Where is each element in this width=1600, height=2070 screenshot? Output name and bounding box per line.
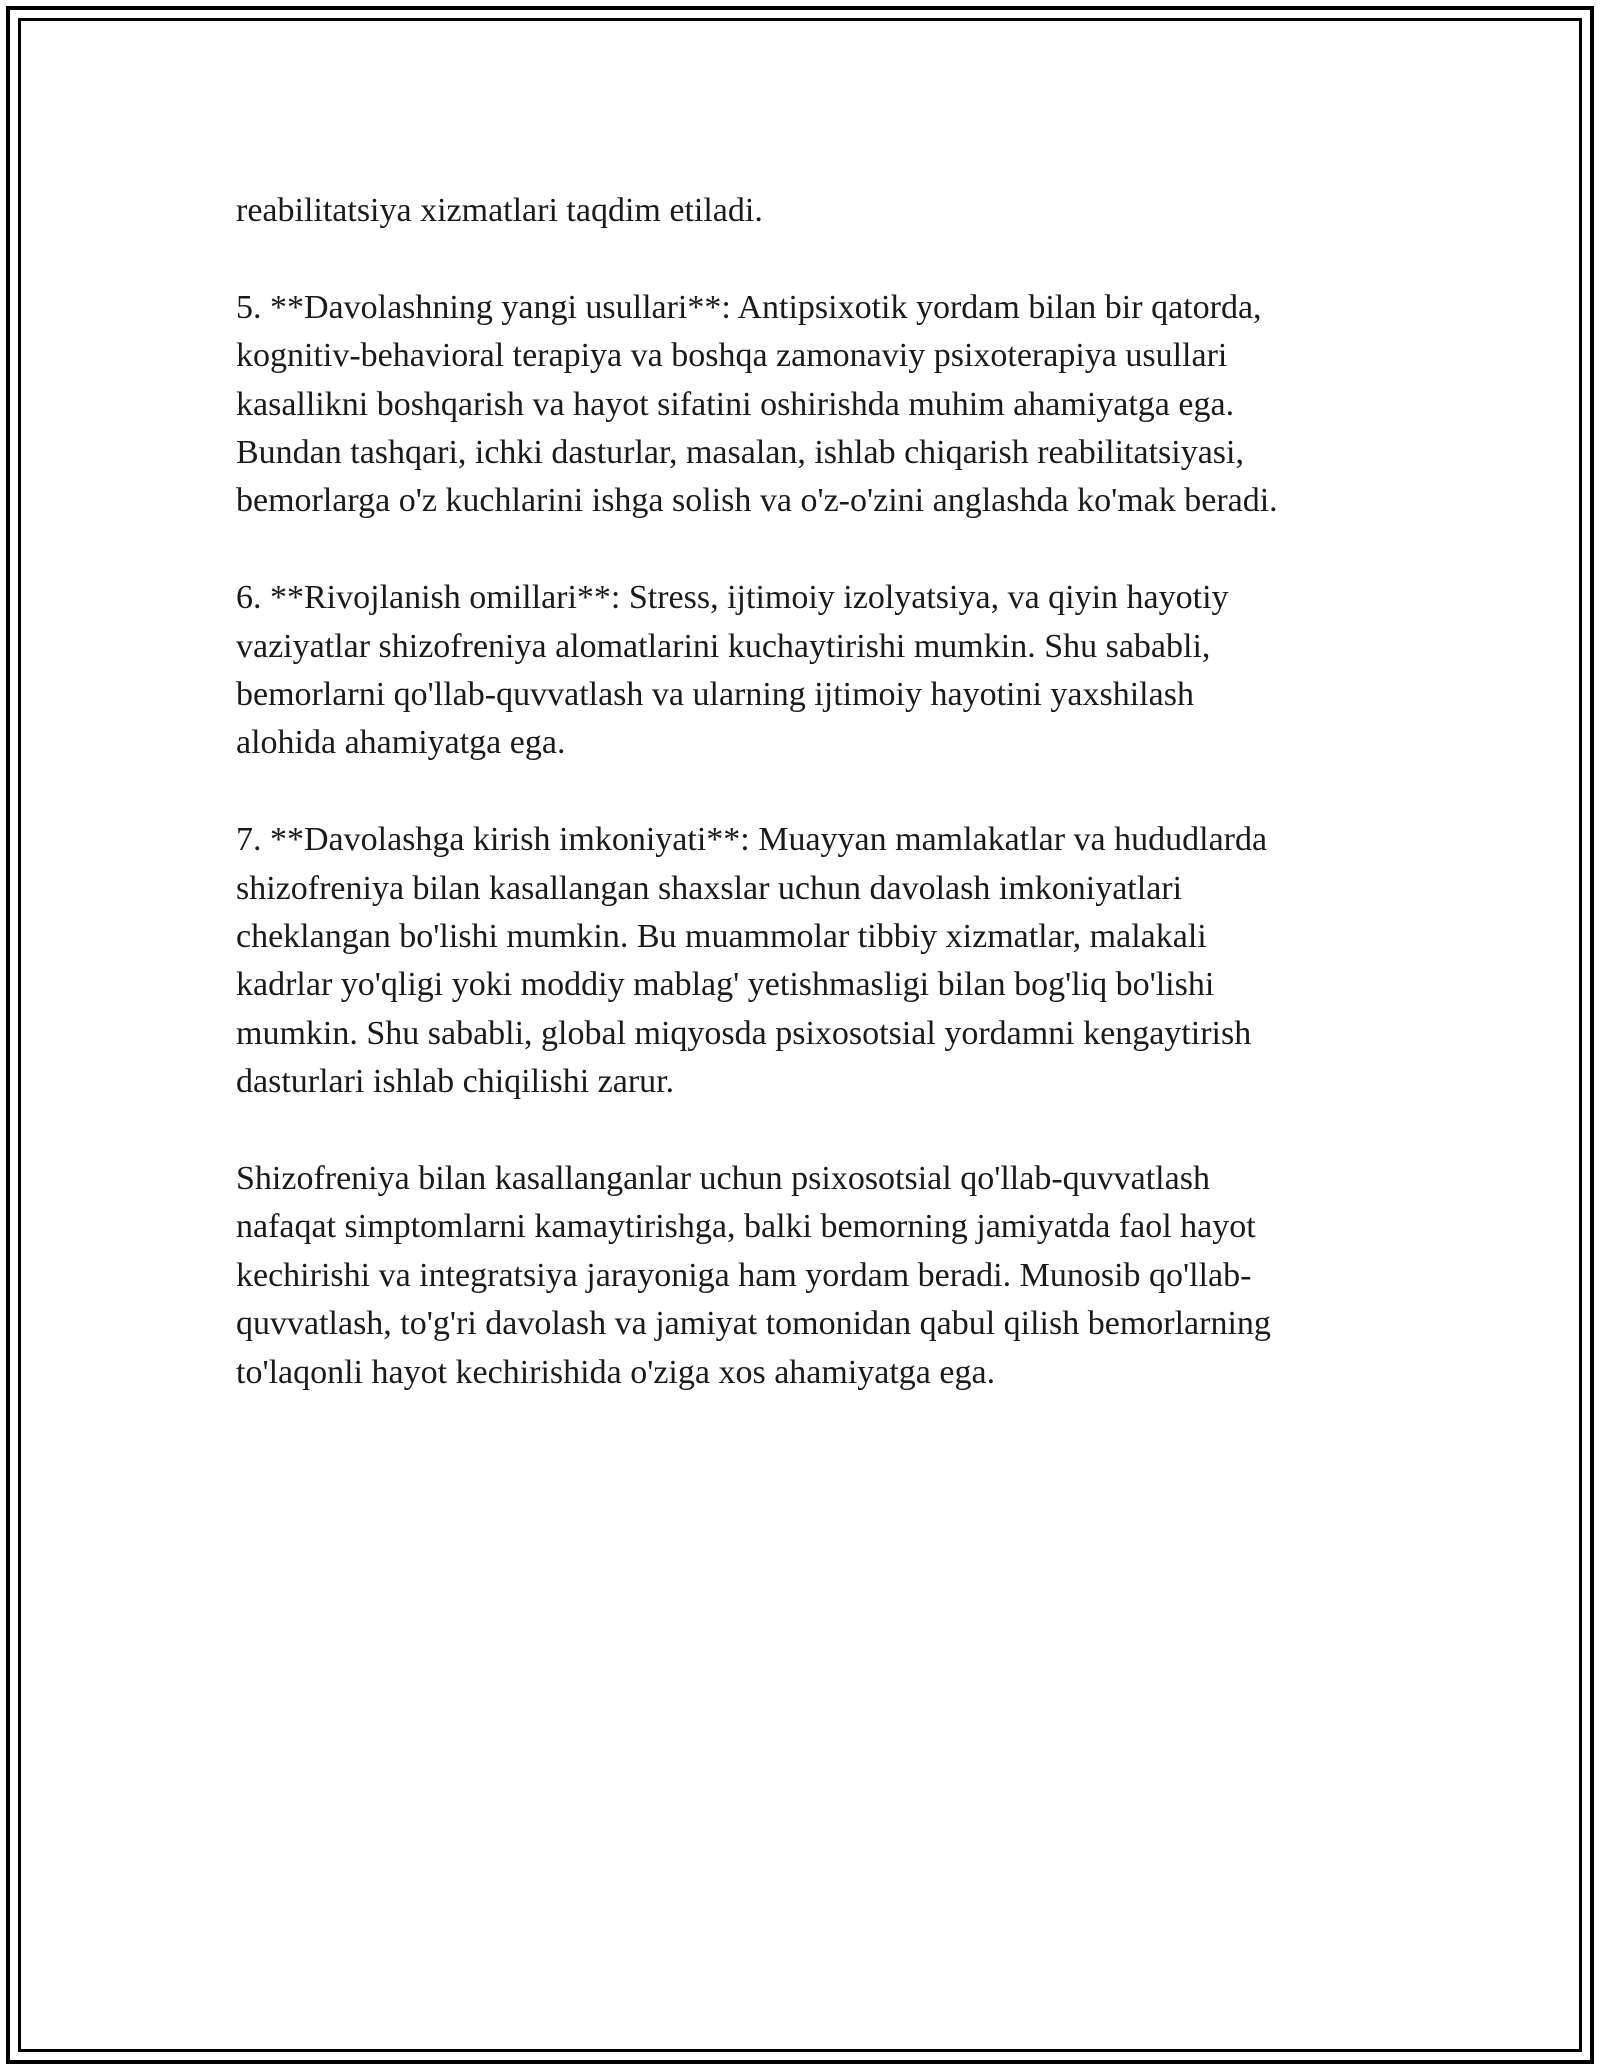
text-line: to'laqonli hayot kechirishida o'ziga xos ahamiyatga ega. — [236, 1353, 996, 1391]
text-line: kadrlar yo'qligi yoki moddiy mablag' yetishmasligi bilan bog'liq bo'lishi — [236, 966, 1215, 1004]
paragraph-item-7 — [236, 816, 1376, 1106]
text-line: Shizofreniya bilan kasallanganlar uchun psixosotsial qo'llab-quvvatlash — [236, 1160, 1210, 1198]
paragraph-item-6 — [236, 574, 1376, 768]
text-line: kechirishi va integratsiya jarayoniga ham yordam beradi. Munosib qo'llab- — [236, 1256, 1252, 1294]
text-line: kognitiv-behavioral terapiya va boshqa zamonaviy psixoterapiya usullari — [236, 337, 1228, 375]
text-line: bemorlarni qo'llab-quvvatlash va ularning ijtimoiy hayotini yaxshilash — [236, 676, 1194, 714]
paragraph-item-5 — [236, 284, 1376, 526]
text-line: shizofreniya bilan kasallangan shaxslar uchun davolash imkoniyatlari — [236, 869, 1183, 907]
text-line: alohida ahamiyatga ega. — [236, 724, 566, 762]
text-line: quvvatlash, to'g'ri davolash va jamiyat tomonidan qabul qilish bemorlarning — [236, 1305, 1271, 1343]
text-line: 5. **Davolashning yangi usullari**: Antipsixotik yordam bilan bir qatorda, — [236, 288, 1262, 326]
text-line: dasturlari ishlab chiqilishi zarur. — [236, 1063, 675, 1101]
text-line: bemorlarga o'z kuchlarini ishga solish va o'z-o'zini anglashda ko'mak beradi. — [236, 482, 1278, 520]
text-line: 7. **Davolashga kirish imkoniyati**: Muayyan mamlakatlar va hududlarda — [236, 821, 1268, 859]
text-line: vaziyatlar shizofreniya alomatlarini kuchaytirishi mumkin. Shu sababli, — [236, 627, 1211, 665]
paragraph-conclusion — [236, 1155, 1376, 1397]
text-line: cheklangan bo'lishi mumkin. Bu muammolar tibbiy xizmatlar, malakali — [236, 918, 1207, 956]
text-line: Bundan tashqari, ichki dasturlar, masalan, ishlab chiqarish reabilitatsiyasi, — [236, 434, 1244, 472]
text-line: mumkin. Shu sababli, global miqyosda psixosotsial yordamni kengaytirish — [236, 1014, 1252, 1052]
paragraph-intro-continuation — [236, 187, 1376, 235]
text-line: nafaqat simptomlarni kamaytirishga, balki bemorning jamiyatda faol hayot — [236, 1208, 1256, 1246]
text-line: kasallikni boshqarish va hayot sifatini oshirishda muhim ahamiyatga ega. — [236, 385, 1235, 423]
text-line: reabilitatsiya xizmatlari taqdim etiladi. — [236, 192, 763, 229]
text-line: 6. **Rivojlanish omillari**: Stress, ijtimoiy izolyatsiya, va qiyin hayotiy — [236, 579, 1229, 617]
document-body — [236, 187, 1376, 1445]
